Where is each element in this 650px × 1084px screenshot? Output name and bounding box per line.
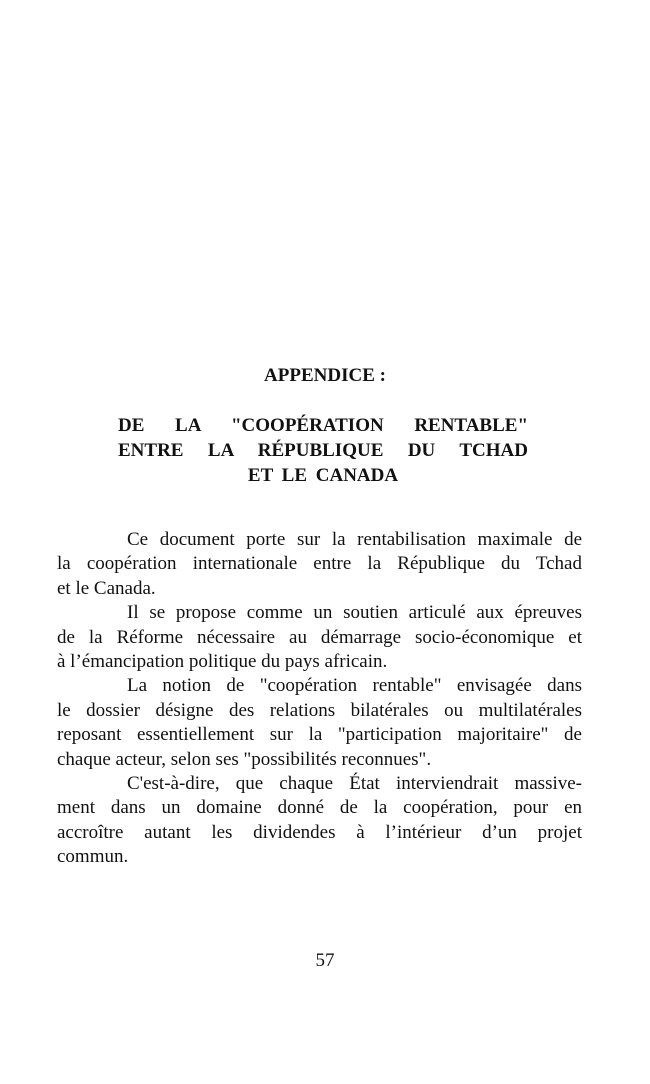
text-line: Il se propose comme un soutien articulé aux épreuves <box>127 602 582 624</box>
text-line: la coopération internationale entre la République du Tchad <box>57 553 582 575</box>
text-line: chaque acteur, selon ses "possibilités reconnues". <box>57 748 432 770</box>
appendix-title: APPENDICE : <box>264 365 386 386</box>
body-text <box>57 528 582 870</box>
page-number: 57 <box>315 950 335 971</box>
text-line: La notion de "coopération rentable" envisagée dans <box>127 675 582 697</box>
paragraph <box>57 528 582 601</box>
heading-line: ENTRE LA RÉPUBLIQUE DU TCHAD <box>118 440 528 461</box>
text-line: de la Réforme nécessaire au démarrage socio-économique et <box>57 626 582 648</box>
text-line: commun. <box>57 846 129 868</box>
section-heading <box>118 413 528 488</box>
paragraph <box>57 772 582 870</box>
text-line: reposant essentiellement sur la "participation majoritaire" de <box>57 724 582 746</box>
text-line: et le Canada. <box>57 577 156 599</box>
text-line: Ce document porte sur la rentabilisation maximale de <box>127 529 582 550</box>
text-line: ment dans un domaine donné de la coopération, pour en <box>57 797 582 819</box>
text-line: accroître autant les dividendes à l’intérieur d’un projet <box>57 821 582 843</box>
paragraph <box>57 674 582 772</box>
text-line: à l’émancipation politique du pays africain. <box>57 651 388 673</box>
paragraph <box>57 601 582 674</box>
heading-line: ET LE CANADA <box>247 465 399 486</box>
heading-line: DE LA "COOPÉRATION RENTABLE" <box>118 415 528 436</box>
text-line: C'est-à-dire, que chaque État interviendrait massive- <box>127 773 582 795</box>
text-line: le dossier désigne des relations bilatérales ou multilatérales <box>57 699 582 721</box>
